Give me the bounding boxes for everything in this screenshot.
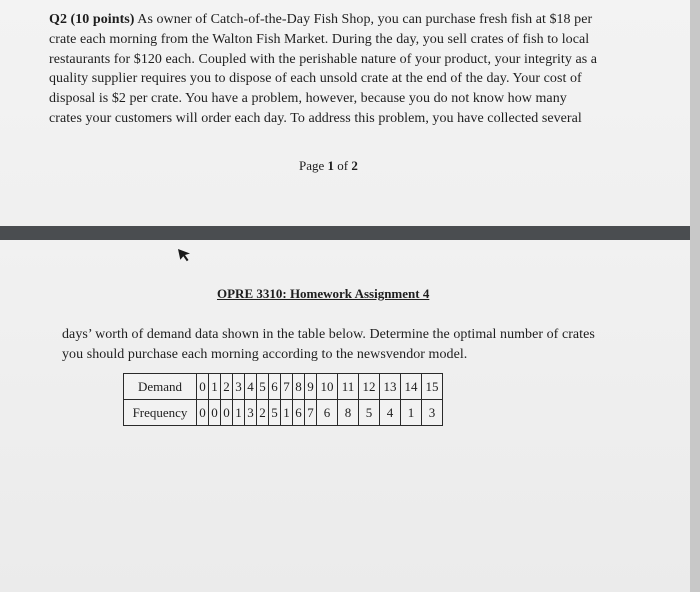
demand-cell: 2 (221, 374, 233, 400)
page-number-prefix: Page (299, 158, 328, 173)
frequency-cell: 3 (245, 400, 257, 426)
demand-frequency-table (123, 373, 443, 426)
frequency-cell: 7 (305, 400, 317, 426)
frequency-cell: 8 (338, 400, 359, 426)
question-text: crate each morning from the Walton Fish Market. During the day, you sell crates of fish to local (49, 31, 590, 47)
page-number (299, 158, 358, 174)
demand-cell: 15 (422, 374, 443, 400)
frequency-cell: 1 (401, 400, 422, 426)
frequency-cell: 6 (317, 400, 338, 426)
frequency-cell: 1 (233, 400, 245, 426)
question-paragraph (49, 10, 659, 129)
frequency-cell: 5 (359, 400, 380, 426)
demand-cell: 13 (380, 374, 401, 400)
question-text: disposal is $2 per crate. You have a problem, however, because you do not know how many (49, 91, 567, 107)
page-1-bottom (0, 0, 690, 226)
question-text: restaurants for $120 each. Coupled with the perishable nature of your product, your integrity as a (49, 51, 598, 67)
frequency-cell: 4 (380, 400, 401, 426)
frequency-cell: 0 (221, 400, 233, 426)
demand-label: Demand (124, 374, 197, 400)
frequency-cell: 6 (293, 400, 305, 426)
continuation-line: days’ worth of demand data shown in the table below. Determine the optimal number of crates (62, 327, 595, 342)
frequency-cell: 0 (197, 400, 209, 426)
demand-cell: 1 (209, 374, 221, 400)
question-line (49, 89, 659, 109)
mouse-pointer-icon (176, 247, 192, 263)
question-text: quality supplier requires you to dispose of each unsold crate at the end of the day. Your cost of (49, 71, 582, 87)
question-text: As owner of Catch-of-the-Day Fish Shop, you can purchase fresh fish at $18 per (134, 12, 593, 27)
frequency-label: Frequency (124, 400, 197, 426)
frequency-cell: 2 (257, 400, 269, 426)
frequency-cell: 1 (281, 400, 293, 426)
question-text: crates your customers will order each day. To address this problem, you have collected several (49, 110, 582, 126)
question-label: Q2 (10 points) (49, 12, 135, 27)
question-line (49, 69, 659, 89)
continuation-paragraph (62, 325, 672, 365)
demand-cell: 12 (359, 374, 380, 400)
page-number-middle: of (334, 158, 352, 173)
demand-cell: 14 (401, 374, 422, 400)
question-line (49, 50, 659, 70)
page-number-current: 1 (327, 158, 335, 173)
demand-cell: 4 (245, 374, 257, 400)
demand-cell: 7 (281, 374, 293, 400)
background-shadow (690, 0, 700, 592)
frequency-cell: 5 (269, 400, 281, 426)
demand-cell: 9 (305, 374, 317, 400)
question-line (49, 109, 659, 129)
question-line (49, 10, 659, 30)
continuation-line: you should purchase each morning according to the newsvendor model. (62, 346, 468, 362)
frequency-row (124, 400, 443, 426)
demand-cell: 6 (269, 374, 281, 400)
header-title: OPRE 3310: Homework Assignment 4 (217, 286, 430, 301)
demand-row (124, 374, 443, 400)
page-divider (0, 226, 700, 240)
frequency-cell: 0 (209, 400, 221, 426)
demand-cell: 10 (317, 374, 338, 400)
demand-cell: 5 (257, 374, 269, 400)
page-number-total: 2 (351, 158, 358, 173)
question-line (49, 30, 659, 50)
frequency-cell: 3 (422, 400, 443, 426)
demand-cell: 11 (338, 374, 359, 400)
demand-cell: 3 (233, 374, 245, 400)
demand-cell: 8 (293, 374, 305, 400)
demand-cell: 0 (197, 374, 209, 400)
